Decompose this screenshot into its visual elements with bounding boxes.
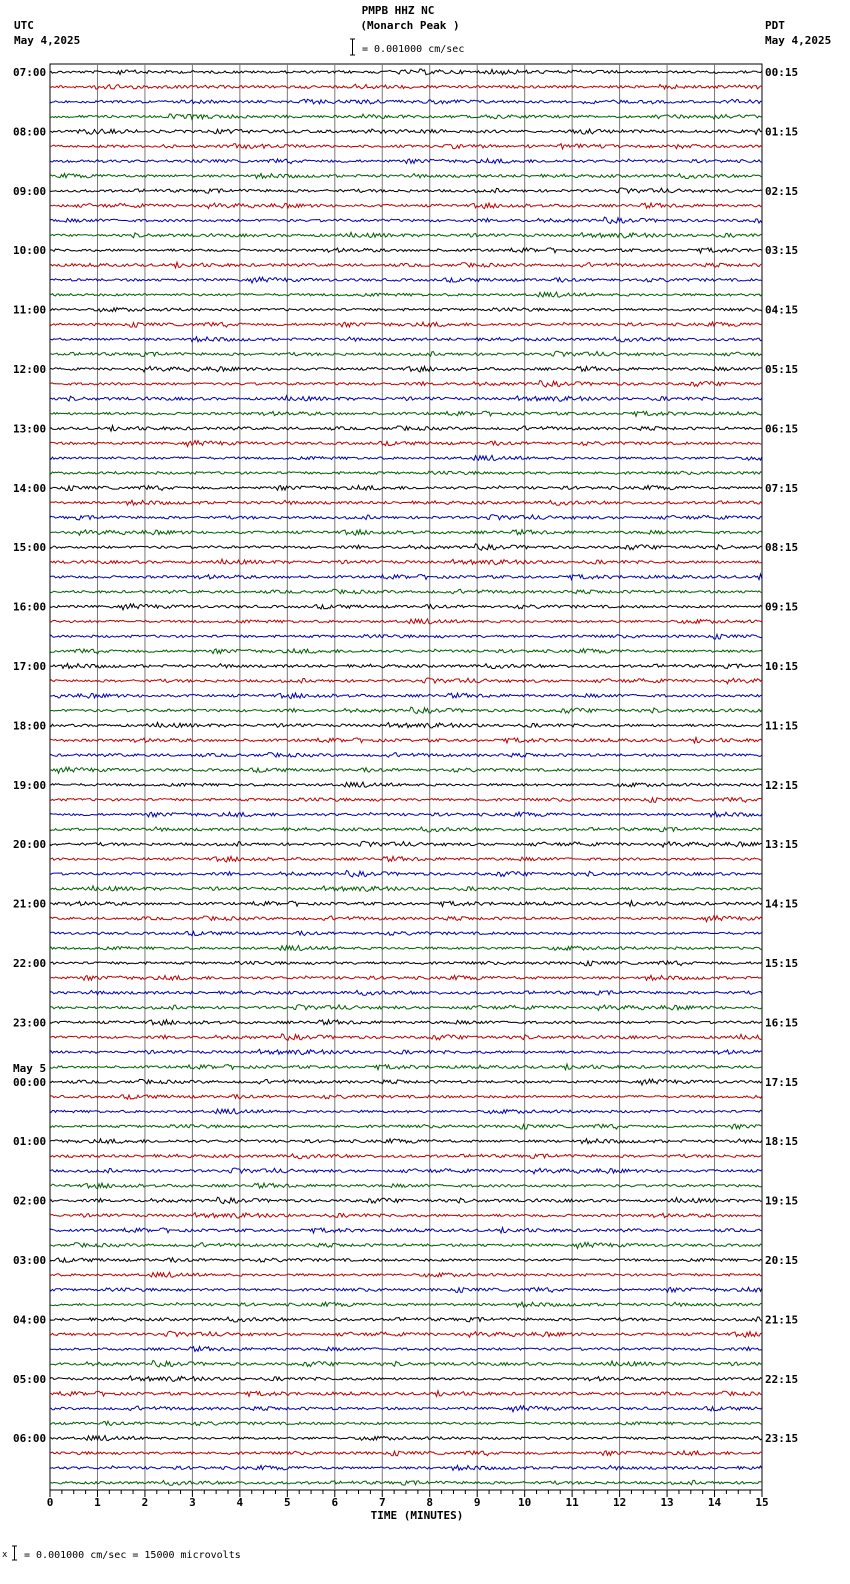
utc-hour-label: 12:00 bbox=[13, 363, 47, 376]
pdt-hour-label: 06:15 bbox=[765, 422, 799, 436]
scale-text: = 0.001000 cm/sec bbox=[362, 44, 465, 55]
trace-line bbox=[50, 1258, 762, 1263]
trace-line bbox=[50, 589, 762, 593]
pdt-hour-label: 11:15 bbox=[765, 719, 799, 733]
trace-line bbox=[50, 1302, 762, 1307]
trace-line bbox=[50, 1079, 762, 1085]
utc-hour-label: 13:00 bbox=[13, 422, 47, 436]
trace-line bbox=[50, 886, 762, 892]
x-tick-label: 2 bbox=[141, 1496, 149, 1509]
utc-hour-label: 01:00 bbox=[13, 1135, 47, 1149]
trace-line bbox=[50, 366, 762, 372]
trace-line bbox=[50, 1005, 762, 1011]
trace-line bbox=[50, 396, 762, 402]
x-tick-label: 10 bbox=[518, 1496, 532, 1509]
trace-line bbox=[50, 308, 762, 312]
pdt-hour-label: 22:15 bbox=[765, 1372, 799, 1386]
trace-line bbox=[50, 827, 762, 832]
trace-line bbox=[50, 707, 762, 714]
trace-line bbox=[50, 248, 762, 253]
pdt-hour-label: 07:15 bbox=[765, 481, 799, 495]
trace-line bbox=[50, 159, 762, 164]
utc-hour-label: 15:00 bbox=[13, 541, 47, 555]
trace-line bbox=[50, 84, 762, 89]
utc-hour-label: 11:00 bbox=[13, 303, 47, 317]
utc-hour-label: 17:00 bbox=[13, 660, 47, 673]
trace-line bbox=[50, 664, 762, 669]
trace-line bbox=[50, 961, 762, 966]
trace-line bbox=[50, 455, 762, 460]
trace-line bbox=[50, 515, 762, 520]
pdt-hour-label: 16:15 bbox=[765, 1016, 799, 1030]
trace-line bbox=[50, 174, 762, 179]
station-title: PMPB HHZ NC bbox=[361, 4, 435, 17]
trace-line bbox=[50, 530, 762, 536]
trace-line bbox=[50, 798, 762, 803]
pdt-hour-label: 05:15 bbox=[765, 363, 799, 376]
trace-line bbox=[50, 1034, 762, 1041]
trace-line bbox=[50, 262, 762, 268]
utc-hour-label: 14:00 bbox=[13, 481, 47, 495]
trace-line bbox=[50, 69, 762, 75]
trace-line bbox=[50, 1183, 762, 1189]
pdt-hour-label: 04:15 bbox=[765, 303, 799, 317]
trace-line bbox=[50, 1064, 762, 1070]
utc-hour-label: 16:00 bbox=[13, 600, 47, 614]
trace-line bbox=[50, 693, 762, 699]
trace-line bbox=[50, 129, 762, 135]
trace-line bbox=[50, 946, 762, 951]
trace-line bbox=[50, 782, 762, 787]
trace-line bbox=[50, 767, 762, 773]
trace-line bbox=[50, 604, 762, 610]
date-change-label: May 5 bbox=[13, 1061, 47, 1075]
trace-line bbox=[50, 1451, 762, 1456]
utc-hour-label: 00:00 bbox=[13, 1075, 47, 1089]
pdt-hour-label: 23:15 bbox=[765, 1432, 799, 1446]
trace-line bbox=[50, 1228, 762, 1234]
trace-line bbox=[50, 931, 762, 936]
station-location: (Monarch Peak ) bbox=[360, 19, 460, 32]
trace-line bbox=[50, 737, 762, 743]
trace-line bbox=[50, 471, 762, 474]
trace-line bbox=[50, 1168, 762, 1174]
trace-line bbox=[50, 1331, 762, 1337]
left-date: May 4,2025 bbox=[14, 34, 81, 47]
trace-line bbox=[50, 574, 762, 580]
trace-line bbox=[50, 188, 762, 193]
trace-line bbox=[50, 856, 762, 862]
trace-line bbox=[50, 1124, 762, 1129]
trace-line bbox=[50, 1109, 762, 1114]
trace-line bbox=[50, 722, 762, 728]
trace-line bbox=[50, 841, 762, 847]
x-tick-label: 7 bbox=[378, 1496, 386, 1509]
trace-line bbox=[50, 426, 762, 432]
trace-line bbox=[50, 1049, 762, 1054]
utc-hour-label: 04:00 bbox=[13, 1313, 47, 1327]
trace-line bbox=[50, 203, 762, 209]
trace-line bbox=[50, 485, 762, 490]
x-tick-label: 5 bbox=[284, 1496, 291, 1509]
x-tick-label: 1 bbox=[94, 1496, 101, 1509]
x-tick-label: 6 bbox=[331, 1496, 339, 1509]
trace-line bbox=[50, 1361, 762, 1368]
trace-line bbox=[50, 634, 762, 639]
utc-hour-label: 07:00 bbox=[13, 66, 47, 79]
x-tick-label: 3 bbox=[189, 1496, 196, 1509]
trace-line bbox=[50, 380, 762, 387]
trace-line bbox=[50, 1436, 762, 1441]
pdt-hour-label: 01:15 bbox=[765, 125, 799, 139]
pdt-hour-label: 12:15 bbox=[765, 778, 799, 792]
utc-hour-label: 23:00 bbox=[13, 1016, 47, 1030]
trace-line bbox=[50, 1287, 762, 1292]
trace-line bbox=[50, 1139, 762, 1144]
utc-hour-label: 18:00 bbox=[13, 719, 47, 733]
pdt-hour-label: 18:15 bbox=[765, 1135, 799, 1149]
trace-line bbox=[50, 1242, 762, 1248]
trace-line bbox=[50, 1480, 762, 1485]
pdt-hour-label: 10:15 bbox=[765, 660, 799, 673]
trace-line bbox=[50, 217, 762, 223]
trace-line bbox=[50, 1317, 762, 1322]
x-tick-label: 14 bbox=[707, 1496, 722, 1509]
footer-scale-bar-icon bbox=[12, 1545, 17, 1561]
pdt-hour-label: 19:15 bbox=[765, 1194, 799, 1208]
trace-line bbox=[50, 1347, 762, 1352]
pdt-hour-label: 20:15 bbox=[765, 1254, 799, 1267]
trace-line bbox=[50, 500, 762, 505]
right-timezone: PDT bbox=[765, 19, 785, 32]
right-date: May 4,2025 bbox=[765, 34, 832, 47]
footer-marker: x bbox=[2, 1550, 8, 1560]
utc-hour-label: 22:00 bbox=[13, 957, 47, 970]
trace-line bbox=[50, 441, 762, 447]
x-tick-label: 15 bbox=[755, 1496, 769, 1509]
pdt-hour-label: 13:15 bbox=[765, 838, 799, 852]
trace-line bbox=[50, 411, 762, 416]
trace-line bbox=[50, 292, 762, 297]
trace-line bbox=[50, 1213, 762, 1218]
x-tick-label: 9 bbox=[473, 1496, 481, 1509]
pdt-hour-label: 14:15 bbox=[765, 897, 799, 911]
pdt-hour-label: 17:15 bbox=[765, 1075, 799, 1089]
trace-line bbox=[50, 1406, 762, 1412]
pdt-hour-label: 03:15 bbox=[765, 244, 799, 258]
trace-line bbox=[50, 678, 762, 684]
x-tick-label: 13 bbox=[660, 1496, 674, 1509]
trace-line bbox=[50, 1197, 762, 1203]
trace-line bbox=[50, 322, 762, 327]
pdt-hour-label: 08:15 bbox=[765, 541, 799, 555]
trace-line bbox=[50, 559, 762, 565]
utc-hour-label: 03:00 bbox=[13, 1254, 47, 1267]
utc-hour-label: 08:00 bbox=[13, 125, 47, 139]
trace-line bbox=[50, 990, 762, 995]
trace-line bbox=[50, 232, 762, 238]
trace-line bbox=[50, 337, 762, 342]
trace-line bbox=[50, 277, 762, 283]
x-tick-label: 12 bbox=[612, 1496, 627, 1509]
trace-line bbox=[50, 1272, 762, 1277]
pdt-hour-label: 00:15 bbox=[765, 66, 799, 79]
pdt-hour-label: 15:15 bbox=[765, 957, 799, 970]
trace-line bbox=[50, 1095, 762, 1100]
trace-line bbox=[50, 144, 762, 149]
trace-line bbox=[50, 1020, 762, 1026]
utc-hour-label: 05:00 bbox=[13, 1372, 47, 1386]
x-tick-label: 0 bbox=[46, 1496, 54, 1509]
trace-line bbox=[50, 619, 762, 624]
trace-line bbox=[50, 1391, 762, 1397]
trace-line bbox=[50, 114, 762, 119]
trace-line bbox=[50, 812, 762, 817]
trace-line bbox=[50, 975, 762, 980]
trace-line bbox=[50, 1376, 762, 1381]
trace-line bbox=[50, 1154, 762, 1159]
pdt-hour-label: 09:15 bbox=[765, 600, 799, 614]
utc-hour-label: 20:00 bbox=[13, 838, 47, 852]
utc-hour-label: 19:00 bbox=[13, 778, 47, 792]
utc-hour-label: 06:00 bbox=[13, 1432, 47, 1446]
x-axis-label: TIME (MINUTES) bbox=[370, 1509, 464, 1522]
footer-scale-note: = 0.001000 cm/sec = 15000 microvolts bbox=[24, 1550, 241, 1561]
x-tick-label: 8 bbox=[426, 1496, 434, 1509]
trace-line bbox=[50, 1421, 762, 1425]
utc-hour-label: 21:00 bbox=[13, 897, 47, 911]
trace-line bbox=[50, 351, 762, 356]
trace-line bbox=[50, 753, 762, 757]
trace-line bbox=[50, 916, 762, 922]
trace-line bbox=[50, 544, 762, 550]
trace-line bbox=[50, 871, 762, 877]
x-tick-label: 4 bbox=[236, 1496, 244, 1509]
utc-hour-label: 09:00 bbox=[13, 184, 47, 198]
utc-hour-label: 02:00 bbox=[13, 1194, 47, 1208]
pdt-hour-label: 02:15 bbox=[765, 184, 799, 198]
trace-line bbox=[50, 649, 762, 654]
utc-hour-label: 10:00 bbox=[13, 244, 47, 258]
trace-line bbox=[50, 901, 762, 907]
trace-line bbox=[50, 99, 762, 104]
trace-line bbox=[50, 1465, 762, 1470]
left-timezone: UTC bbox=[14, 19, 34, 32]
x-tick-label: 11 bbox=[565, 1496, 579, 1509]
pdt-hour-label: 21:15 bbox=[765, 1313, 799, 1327]
